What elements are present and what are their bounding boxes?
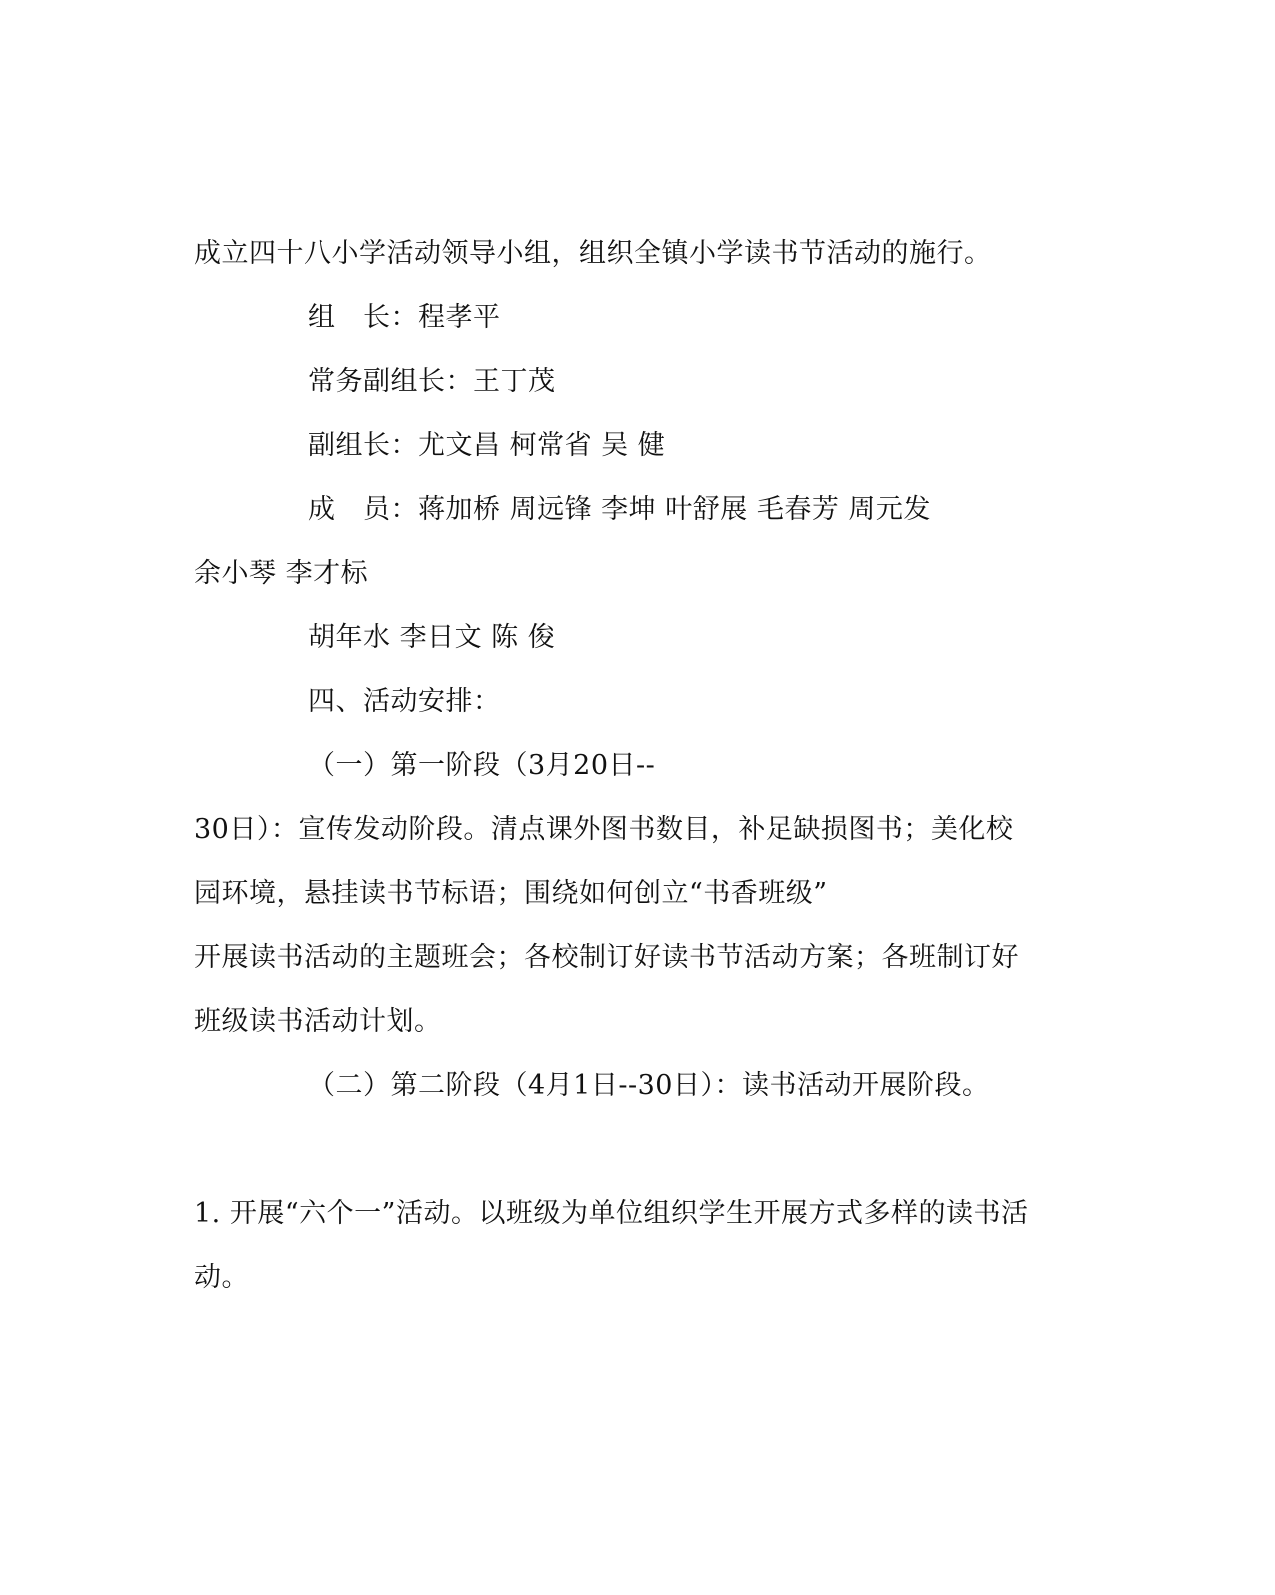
section-heading-activity-arrangement: 四、活动安排： [308,686,501,717]
executive-deputy-leader-line: 常务副组长：王丁茂 [308,366,556,397]
deputy-leaders-line: 副组长：尤文昌 柯常省 吴 健 [308,430,666,461]
members-line-extra: 胡年水 李日文 陈 俊 [308,622,556,653]
item-one-text-line-2: 动。 [194,1262,249,1293]
phase-two-heading: （二）第二阶段（4月1日--30日）：读书活动开展阶段。 [308,1070,990,1101]
phase-one-text-line-2: 园环境，悬挂读书节标语；围绕如何创立“书香班级” [194,878,828,909]
phase-one-text-line-4: 班级读书活动计划。 [194,1006,442,1037]
phase-one-text-line-3: 开展读书活动的主题班会；各校制订好读书节活动方案；各班制订好 [194,942,1019,973]
members-line-continued: 余小琴 李才标 [194,558,369,589]
phase-one-heading: （一）第一阶段（3月20日-- [308,750,656,781]
phase-one-text-line-1: 30日）：宣传发动阶段。清点课外图书数目，补足缺损图书；美化校 [194,814,1014,845]
group-leader-line: 组 长：程孝平 [308,302,501,333]
leadership-group-intro: 成立四十八小学活动领导小组，组织全镇小学读书节活动的施行。 [194,238,992,269]
members-line: 成 员：蒋加桥 周远锋 李坤 叶舒展 毛春芳 周元发 [308,494,931,525]
item-one-text-line-1: 1. 开展“六个一”活动。以班级为单位组织学生开展方式多样的读书活 [194,1198,1029,1229]
